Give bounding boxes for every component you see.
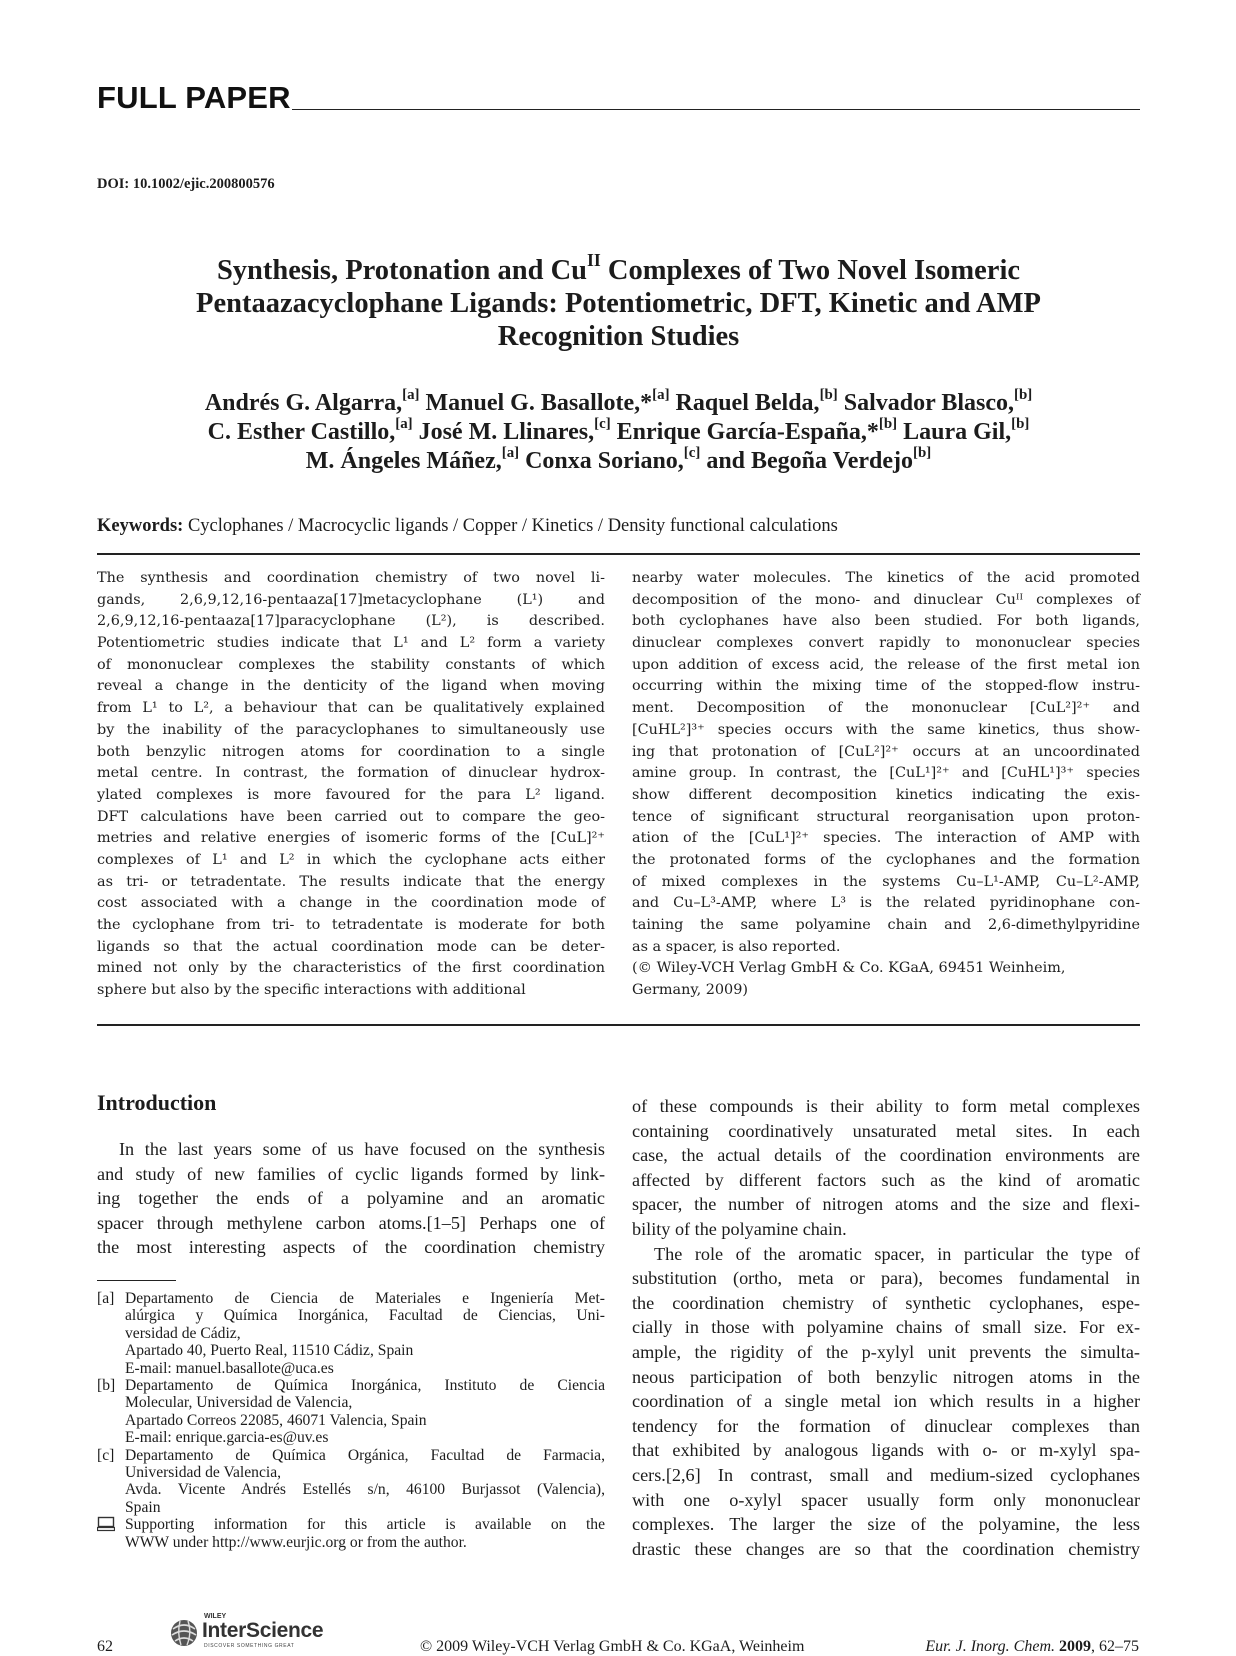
body-line: the most interesting aspects of the coordination chemistry	[97, 1237, 605, 1258]
author-name: Conxa Soriano,	[519, 448, 684, 474]
author-line-1	[97, 386, 1140, 418]
footnote-line: Spain	[125, 1498, 161, 1516]
footnote-line: E-mail: enrique.garcia-es@uv.es	[125, 1429, 329, 1447]
abstract-line: DFT calculations have been carried out to compare the geo-	[97, 808, 605, 825]
footnote-rule	[97, 1280, 176, 1281]
interscience-logo: WILEY InterScience DISCOVER SOMETHING GREAT	[168, 1611, 338, 1651]
abstract-line: cost associated with a change in the coordination mode of	[97, 895, 605, 912]
body-line: tendency for the formation of dinuclear complexes than	[632, 1415, 1140, 1436]
footnote-tag: [a]	[97, 1290, 115, 1307]
footnote-b	[97, 1377, 605, 1447]
author-name: Raquel Belda,	[669, 390, 820, 416]
author-name: Laura Gil,	[897, 419, 1012, 445]
body-line: case, the actual details of the coordination environments are	[632, 1145, 1140, 1166]
abstract-line: Potentiometric studies indicate that L¹ and L² form a variety	[97, 635, 605, 652]
abstract-line: metries and relative energies of isomeric forms of the [CuL]²⁺	[97, 830, 605, 847]
affiliation-footnotes	[97, 1290, 605, 1551]
footnote-line: alúrgica y Química Inorgánica, Facultad de Ciencias, Uni-	[125, 1307, 605, 1325]
footnote-tag: [c]	[97, 1446, 115, 1464]
paper-title: Synthesis, Protonation and $Cu^{II}$ Complexes of Two Novel Isomeric Pentaazacyclophane Ligands: Potentiometric, DFT, Kinetic and AMP Recognition Studies	[196, 249, 1041, 352]
author-name: C. Esther Castillo,	[207, 419, 396, 445]
doi: DOI: 10.1002/ejic.200800576	[97, 176, 275, 192]
abstract-line: nearby water molecules. The kinetics of the acid promoted	[632, 570, 1140, 586]
footnote-line: Molecular, Universidad de Valencia,	[125, 1394, 353, 1412]
body-line: coordination of a single metal ion which results in a higher	[632, 1391, 1140, 1412]
author-affiliation-mark: [b]	[1011, 415, 1030, 432]
body-line: and study of new families of cyclic ligands formed by link-	[97, 1163, 605, 1184]
abstract-line: mined not only by the characteristics of the first coordination	[97, 960, 605, 977]
abstract-line: dinuclear complexes convert rapidly to mononuclear species	[632, 635, 1140, 652]
body-line: bility of the polyamine chain.	[632, 1218, 847, 1239]
computer-icon	[97, 1516, 115, 1536]
author-affiliation-mark: [c]	[683, 444, 701, 461]
footnote-line: Departamento de Ciencia de Materiales e Ingeniería Met-	[125, 1290, 605, 1307]
body-line: ing together the ends of a polyamine and an aromatic	[97, 1188, 605, 1209]
abstract-line: (© Wiley-VCH Verlag GmbH & Co. KGaA, 69451 Weinheim,	[632, 960, 1066, 977]
body-line: ample, the rigidity of the p-xylyl unit prevents the simulta-	[632, 1341, 1140, 1362]
body-line: substitution (ortho, meta or para), becomes fundamental in	[632, 1268, 1140, 1289]
author-name: Andrés G. Algarra,	[204, 390, 403, 416]
footnote-line: Departamento de Química Orgánica, Facultad de Farmacia,	[125, 1446, 605, 1464]
footnote-line: E-mail: manuel.basallote@uca.es	[125, 1359, 334, 1377]
abstract-line: of mononuclear complexes the stability constants of which	[97, 656, 605, 673]
abstract-line: the protonated forms of the cyclophanes and the formation	[632, 851, 1140, 868]
body-line: spacer through methylene carbon atoms.[1–5] Perhaps one of	[97, 1212, 605, 1233]
abstract-line: upon addition of excess acid, the release of the first metal ion	[632, 656, 1140, 673]
footnote-line: Avda. Vicente Andrés Estellés s/n, 46100 Burjassot (Valencia),	[125, 1481, 605, 1499]
author-line-3	[97, 444, 1140, 476]
abstract-line: Germany, 2009)	[632, 982, 748, 999]
abstract-line: amine group. In contrast, the [CuL¹]²⁺ and [CuHL¹]³⁺ species	[632, 765, 1140, 782]
abstract-line: and Cu–L³-AMP, where L³ is the related pyridinophane con-	[632, 895, 1140, 912]
author-affiliation-mark: [b]	[913, 444, 932, 461]
abstract-line: by the inability of the paracyclophanes to simultaneously use	[97, 721, 605, 738]
keywords-label: Keywords:	[97, 516, 184, 536]
body-line: that exhibited by analogous ligands with o- or m-xylyl spa-	[632, 1440, 1140, 1461]
body-line: spacer, the number of nitrogen atoms and the size and flexi-	[632, 1194, 1140, 1215]
body-line: of these compounds is their ability to form metal complexes	[632, 1096, 1140, 1116]
author-affiliation-mark: [a]	[395, 415, 413, 432]
abstract-line: ing that protonation of [CuL²]²⁺ occurs at an uncoordinated	[632, 743, 1140, 760]
author-list	[97, 386, 1140, 476]
author-affiliation-mark: [b]	[1014, 386, 1033, 403]
abstract-line: from L¹ to L², a behaviour that can be qualitatively explained	[97, 700, 605, 717]
abstract-line: occurring within the mixing time of the stopped-flow instru-	[632, 678, 1140, 695]
body-line: The role of the aromatic spacer, in particular the type of	[654, 1243, 1140, 1264]
author-name: Enrique García-España,*	[610, 419, 879, 445]
body-line: the coordination chemistry of synthetic cyclophanes, espe-	[632, 1292, 1140, 1313]
abstract-right-column	[632, 568, 1140, 1002]
introduction-heading: Introduction	[97, 1090, 217, 1115]
author-affiliation-mark: [a]	[402, 386, 420, 403]
header-rule	[292, 109, 1140, 110]
abstract-line: sphere but also by the specific interactions with additional	[97, 982, 526, 999]
footnote-line: versidad de Cádiz,	[125, 1324, 241, 1342]
body-line: cers.[2,6] In contrast, small and medium-sized cyclophanes	[632, 1464, 1140, 1485]
author-affiliation-mark: [b]	[878, 415, 898, 432]
footnote-line: Supporting information for this article is available on the	[125, 1516, 605, 1534]
abstract-line: reveal a change in the denticity of the ligand when moving	[97, 678, 605, 695]
footnote-line: WWW under http://www.eurjic.org or from the author.	[125, 1533, 467, 1551]
abstract-line: ation of the [CuL¹]²⁺ species. The interaction of AMP with	[632, 830, 1140, 847]
author-name: and Begoña Verdejo	[700, 448, 914, 474]
footnote-line: Apartado 40, Puerto Real, 11510 Cádiz, Spain	[125, 1342, 414, 1360]
journal-citation: Eur. J. Inorg. Chem. 2009, 62–75	[925, 1638, 1139, 1655]
author-name: José M. Llinares,	[412, 419, 595, 445]
abstract-line: The synthesis and coordination chemistry of two novel li-	[97, 570, 605, 586]
abstract-line: as tri- or tetradentate. The results indicate that the energy	[97, 873, 605, 890]
abstract-line: 2,6,9,12,16-pentaaza[17]paracyclophane (L²), is described.	[97, 613, 605, 630]
supporting-information-note	[97, 1516, 605, 1551]
section-label: FULL PAPER	[97, 80, 291, 115]
copyright-line: © 2009 Wiley-VCH Verlag GmbH & Co. KGaA, Weinheim	[420, 1638, 805, 1655]
page-number: 62	[97, 1638, 113, 1655]
footnote-line: Departamento de Química Inorgánica, Instituto de Ciencia	[125, 1377, 605, 1395]
abstract-line: metal centre. In contrast, the formation of dinuclear hydrox-	[97, 765, 605, 782]
footnote-a	[97, 1290, 605, 1377]
body-line: with one o-xylyl spacer usually form only mononuclear	[632, 1489, 1140, 1510]
abstract-line: show different decomposition kinetics indicating the exis-	[632, 786, 1140, 803]
footnote-tag: [b]	[97, 1377, 116, 1395]
abstract-line: tence of significant structural reorganisation upon proton-	[632, 808, 1140, 825]
body-line: containing coordinatively unsaturated metal sites. In each	[632, 1120, 1140, 1141]
abstract-bottom-rule	[97, 1024, 1140, 1026]
body-line: drastic these changes are so that the coordination chemistry	[632, 1538, 1140, 1559]
abstract-line: gands, 2,6,9,12,16-pentaaza[17]metacyclophane (L¹) and	[97, 591, 605, 608]
author-name: Salvador Blasco,	[837, 390, 1014, 416]
author-affiliation-mark: [b]	[819, 386, 838, 403]
abstract-line: complexes of L¹ and L² in which the cyclophane acts either	[97, 851, 605, 868]
footnote-line: Apartado Correos 22085, 46071 Valencia, Spain	[125, 1411, 427, 1429]
abstract-line: ligands so that the actual coordination mode can be deter-	[97, 938, 605, 955]
author-name: Manuel G. Basallote,*	[419, 390, 653, 416]
abstract-line: [CuHL²]³⁺ species occurs with the same kinetics, thus show-	[632, 721, 1140, 738]
abstract-line: as a spacer, is also reported.	[632, 938, 841, 955]
author-name: M. Ángeles Máñez,	[305, 448, 502, 474]
abstract-line: both benzylic nitrogen atoms for coordination to a single	[97, 743, 605, 760]
introduction-right-column	[632, 1094, 1140, 1561]
abstract-line: the cyclophane from tri- to tetradentate is moderate for both	[97, 917, 605, 933]
body-line: complexes. The larger the size of the polyamine, the less	[632, 1514, 1140, 1535]
footnote-line: Universidad de Valencia,	[125, 1464, 282, 1482]
abstract-line: ment. Decomposition of the mononuclear [CuL²]²⁺ and	[632, 700, 1140, 717]
abstract-line: both cyclophanes have also been studied. For both ligands,	[632, 613, 1140, 630]
keywords-text: Cyclophanes / Macrocyclic ligands / Copper / Kinetics / Density functional calculations	[183, 516, 838, 536]
abstract-line: taining the same polyamine chain and 2,6-dimethylpyridine	[632, 917, 1140, 933]
footnote-c	[97, 1447, 605, 1517]
introduction-left-column	[97, 1137, 605, 1260]
abstract-line: of mixed complexes in the systems Cu–L¹-AMP, Cu–L²-AMP,	[632, 873, 1140, 890]
author-line-2	[97, 415, 1140, 447]
author-affiliation-mark: [a]	[501, 444, 520, 461]
author-affiliation-mark: [a]	[652, 386, 670, 403]
body-line: In the last years some of us have focused on the synthesis	[119, 1139, 605, 1159]
author-affiliation-mark: [c]	[594, 415, 611, 432]
body-line: cially in those with polyamine chains of small size. For ex-	[632, 1317, 1140, 1338]
keywords	[97, 516, 838, 537]
abstract-left-column	[97, 568, 605, 1002]
abstract-line: decomposition of the mono- and dinuclear Cuᴵᴵ complexes of	[632, 591, 1140, 608]
body-line: neous participation of both benzylic nitrogen atoms in the	[632, 1366, 1140, 1387]
body-line: affected by different factors such as the kind of aromatic	[632, 1169, 1140, 1190]
abstract-line: ylated complexes is more favoured for the para L² ligand.	[97, 786, 605, 803]
abstract-top-rule	[97, 553, 1140, 555]
